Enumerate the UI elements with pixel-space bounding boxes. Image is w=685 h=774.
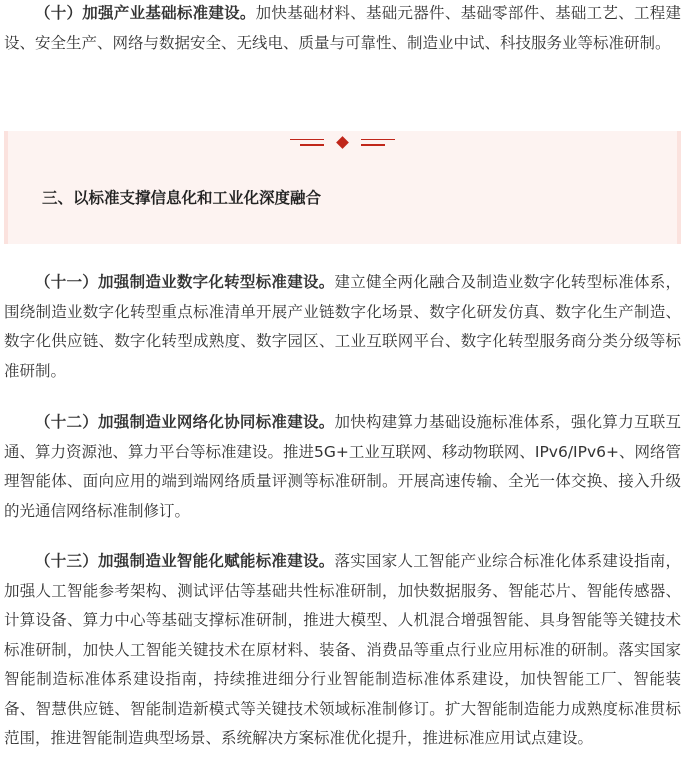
paragraph-11-heading: （十一）加强制造业数字化转型标准建设。: [35, 273, 335, 291]
paragraph-12-body: 加快构建算力基础设施标准体系，强化算力互联互通、算力资源池、算力平台等标准建设。推进5G+工业互联网、移动物联网、IPv6/IPv6+、网络管理智能体、面向应用的端到端网络质量评测等标准研制。开展高速传输、全光一体交换、接入升级的光通信网络标准制修订。: [4, 413, 681, 520]
paragraph-10-body: 加快基础材料、基础元器件、基础零部件、基础工艺、工程建设、安全生产、网络与数据安全、无线电、质量与可靠性、制造业中试、科技服务业等标准研制。: [4, 4, 681, 52]
paragraph-13: [4, 547, 681, 754]
section-header-box: [4, 131, 681, 244]
paragraph-11: [4, 268, 681, 386]
diamond-ornament-icon: [8, 131, 677, 153]
paragraph-10: [4, 0, 681, 58]
paragraph-10-heading: （十）加强产业基础标准建设。: [35, 4, 256, 22]
paragraph-12: [4, 408, 681, 526]
paragraph-12-heading: （十二）加强制造业网络化协同标准建设。: [35, 413, 335, 431]
paragraph-13-heading: （十三）加强制造业智能化赋能标准建设。: [35, 552, 335, 570]
paragraph-13-body: 落实国家人工智能产业综合标准化体系建设指南，加强人工智能参考架构、测试评估等基础共性标准研制，加快数据服务、智能芯片、智能传感器、计算设备、算力中心等基础支撑标准研制，推进大模型、人机混合增强智能、具身智能等关键技术标准研制，加快人工智能关键技术在原材料、装备、消费品等重点行业应用标准的研制。落实国家智能制造标准体系建设指南，持续推进细分行业智能制造标准体系建设，加快智能工厂、智能装备、智慧供应链、智能制造新模式等关键技术领域标准制修订。扩大智能制造能力成熟度标准贯标范围，推进智能制造典型场景、系统解决方案标准优化提升，推进标准应用试点建设。: [4, 552, 681, 747]
section-title: 三、以标准支撑信息化和工业化深度融合: [42, 189, 322, 207]
paragraph-11-body: 建立健全两化融合及制造业数字化转型标准体系，围绕制造业数字化转型重点标准清单开展产业链数字化场景、数字化研发仿真、数字化生产制造、数字化供应链、数字化转型成熟度、数字园区、工业互联网平台、数字化转型服务商分类分级等标准研制。: [4, 273, 681, 380]
